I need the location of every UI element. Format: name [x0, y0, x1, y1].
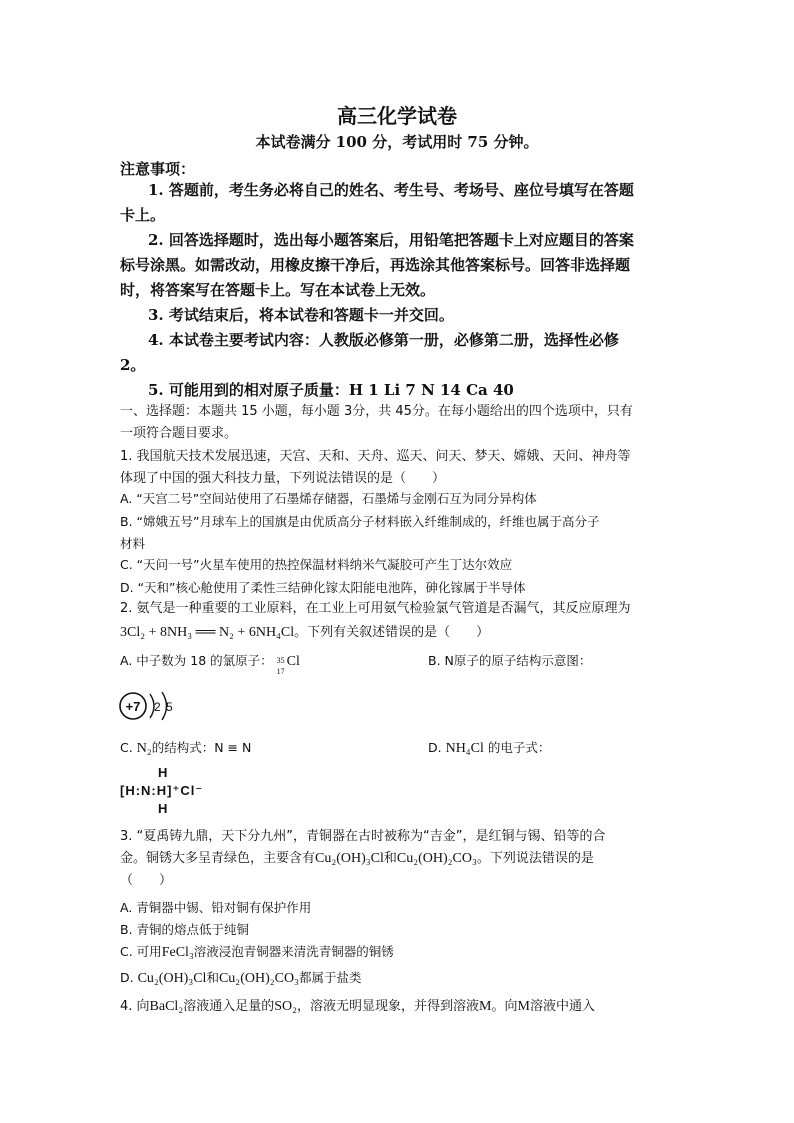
notice-item-4: 4. 本试卷主要考试内容：人教版必修第一册，必修第二册，选择性必修 2。 [120, 331, 619, 374]
question-4-stem: 4. 向BaCl₂溶液通入足量的SO₂，溶液无明显现象，并得到溶液M。向M溶液中通入 [120, 999, 595, 1014]
question-3-option-c: C. 可用FeCl₃溶液浸泡青铜器来清洗青铜器的铜锈 [120, 944, 394, 960]
question-2-option-d: D. NH₄Cl 的电子式： [428, 740, 551, 756]
question-2-stem: 2. 氨气是一种重要的工业原料，在工业上可用氨气检验氯气管道是否漏气，其反应原理为 3Cl₂ + 8NH₃ ══ N₂ + 6NH₄Cl。下列有关叙述错误的是（ ） [120, 601, 631, 640]
question-2-option-c: C. N₂的结构式：N ≡ N [120, 740, 252, 756]
question-1-stem: 1. 我国航天技术发展迅速，天宫、天和、天舟、巡天、问天、梦天、嫦娥、天问、神舟等 体现了中国的强大科技力量，下列说法错误的是（ ） [120, 449, 631, 486]
ammonium-chloride-electron-formula: H [H:N:H]⁺Cl⁻ H [120, 765, 204, 816]
question-3-option-b: B. 青铜的熔点低于纯铜 [120, 922, 250, 937]
page-title: 高三化学试卷 [337, 104, 457, 128]
question-1-option-a: A. “天宫二号”空间站使用了石墨烯存储器，石墨烯与金刚石互为同分异构体 [120, 491, 537, 506]
question-3-option-d: D. Cu₂(OH)₃Cl和Cu₂(OH)₂CO₃都属于盐类 [120, 970, 362, 986]
nitrogen-atom-structure-diagram [118, 690, 188, 722]
isotope-symbol: 35 17 Cl [276, 653, 300, 676]
notice-heading: 注意事项： [120, 160, 196, 178]
shell-1-electrons: 2 [154, 700, 161, 714]
question-3-stem: 3. “夏禹铸九鼎，天下分九州”，青铜器在古时被称为“吉金”，是红铜与锡、铅等的合 金。铜锈大多呈青绿色，主要含有Cu₂(OH)₃Cl和Cu₂(OH)₂CO₃。下列说法错误的是 （ ） [120, 829, 606, 888]
reaction-equation: 3Cl₂ + 8NH₃ ══ N₂ + 6NH₄Cl [120, 625, 295, 640]
notice-item-2: 2. 回答选择题时，选出每小题答案后，用铅笔把答题卡上对应题目的答案 标号涂黑。如需改动，用橡皮擦干净后，再选涂其他答案标号。回答非选择题 时，将答案写在答题卡上。写在本试卷上无效。 [120, 231, 634, 299]
question-2-option-a: A. 中子数为 18 的氯原子： 35 17 Cl [120, 651, 303, 672]
section-heading: 一、选择题：本题共 15 小题，每小题 3分，共 45分。在每小题给出的四个选项中，只有 一项符合题目要求。 [120, 404, 633, 441]
nucleus-charge: +7 [125, 699, 141, 714]
question-1-option-b: B. “嫦娥五号”月球车上的国旗是由优质高分子材料嵌入纤维制成的，纤维也属于高分子 材料 [120, 514, 600, 551]
question-1-option-d: D. “天和”核心舱使用了柔性三结砷化镓太阳能电池阵，砷化镓属于半导体 [120, 580, 526, 595]
notice-item-3: 3. 考试结束后，将本试卷和答题卡一并交回。 [148, 306, 454, 324]
notice-item-1: 1. 答题前，考生务必将自己的姓名、考生号、考场号、座位号填写在答题 卡上。 [120, 181, 634, 224]
notice-item-5: 5. 可能用到的相对原子质量：H 1 Li 7 N 14 Ca 40 [148, 381, 514, 399]
question-1-option-c: C. “天问一号”火星车使用的热控保温材料纳米气凝胶可产生丁达尔效应 [120, 557, 513, 572]
shell-2-electrons: 5 [166, 700, 173, 714]
exam-subtitle: 本试卷满分 100 分，考试用时 75 分钟。 [255, 133, 539, 151]
question-2-option-b: B. N原子的原子结构示意图： [428, 653, 592, 668]
question-3-option-a: A. 青铜器中锡、铅对铜有保护作用 [120, 900, 312, 915]
